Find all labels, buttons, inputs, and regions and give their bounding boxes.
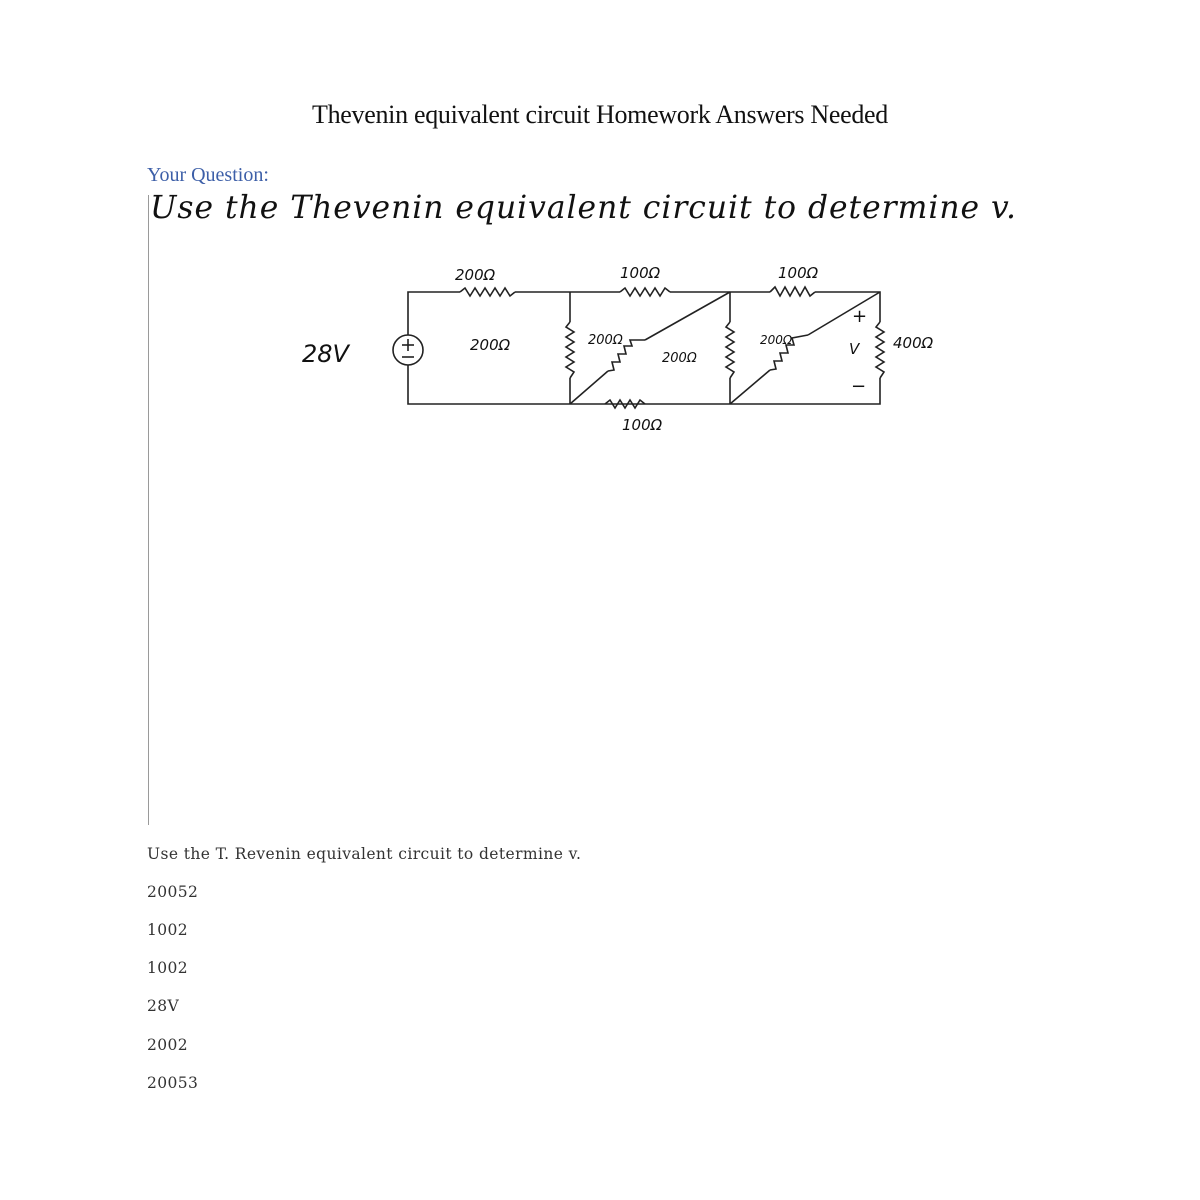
resistor-vert-1: [566, 322, 574, 378]
resistor-top-3: [770, 287, 815, 296]
transcribed-value: 1002: [147, 959, 189, 977]
handwritten-prompt: Use the Thevenin equivalent circuit to determine v.: [150, 188, 1017, 226]
label-r-load: 400Ω: [893, 334, 934, 352]
your-question-label: Your Question:: [147, 164, 269, 186]
label-r-top-2: 100Ω: [620, 264, 661, 282]
resistor-top-1: [460, 288, 515, 296]
resistor-top-2: [620, 288, 670, 296]
source-label: 28V: [302, 340, 349, 368]
label-r-vert-2: 200Ω: [662, 351, 697, 366]
v-label: V: [849, 340, 860, 358]
label-r-top-1: 200Ω: [455, 266, 496, 284]
resistor-vert-2: [726, 322, 734, 378]
transcribed-value: 28V: [147, 997, 180, 1015]
transcribed-value: 2002: [147, 1036, 189, 1054]
page-title: Thevenin equivalent circuit Homework Answers Needed: [311, 100, 888, 129]
transcribed-value: 20053: [147, 1074, 199, 1092]
label-r-diag-1: 200Ω: [588, 333, 623, 348]
transcribed-value: 1002: [147, 921, 189, 939]
voltage-source: [393, 335, 423, 365]
v-minus-label: −: [851, 376, 867, 397]
label-r-vert-1: 200Ω: [470, 336, 511, 354]
label-r-top-3: 100Ω: [778, 264, 819, 282]
resistor-load: [876, 322, 884, 378]
v-plus-label: +: [852, 306, 868, 327]
label-r-diag-2: 200Ω: [760, 333, 793, 347]
transcribed-value: 20052: [147, 883, 199, 901]
label-r-bottom: 100Ω: [622, 416, 663, 434]
transcribed-sentence: Use the T. Revenin equivalent circuit to determine v.: [147, 845, 582, 863]
